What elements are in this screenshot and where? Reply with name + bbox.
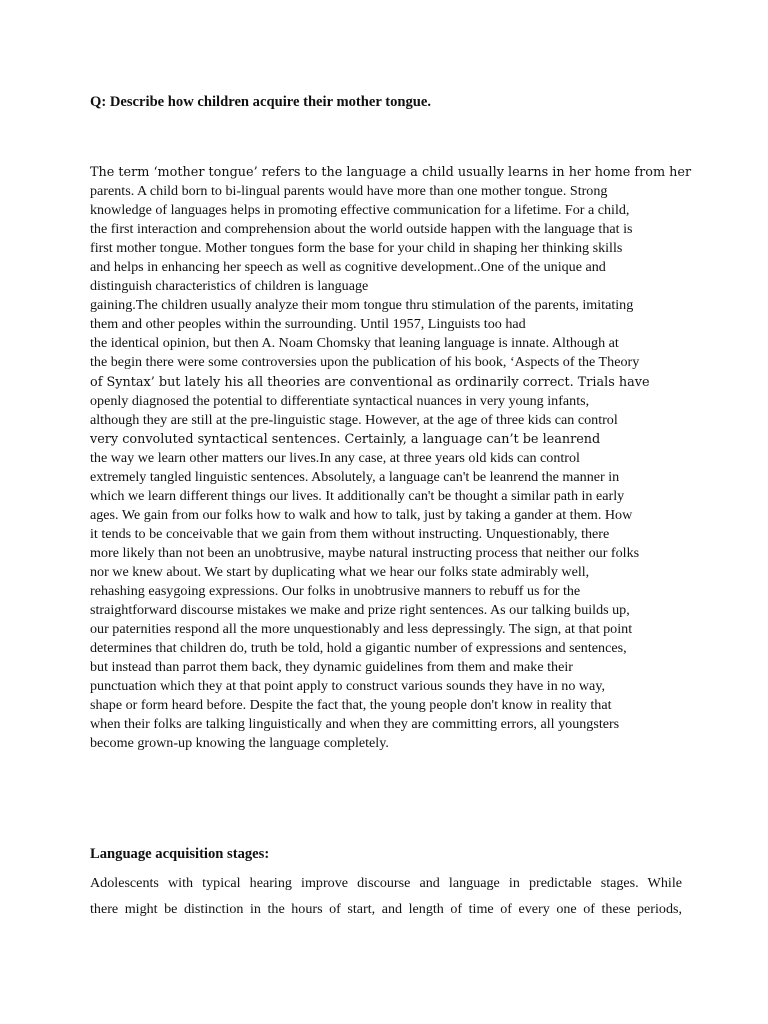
body-line: the identical opinion, but then A. Noam Chomsky that leaning language is innate. Although at [90, 335, 619, 352]
body-line: ages. We gain from our folks how to walk and how to talk, just by taking a gander at them. How [90, 506, 633, 523]
essay-body [90, 163, 690, 753]
body-line: rehashing easygoing expressions. Our folks in unobtrusive manners to rebuff us for the [90, 583, 581, 600]
body-line: the first interaction and comprehension about the world outside happen with the language that is [90, 221, 633, 238]
body-line: openly diagnosed the potential to differentiate syntactical nuances in very young infants, [90, 392, 590, 409]
body-line: it tends to be conceivable that we gain from them without instructing. Unquestionably, there [90, 525, 610, 542]
section-body [90, 870, 682, 922]
question-heading: Q: Describe how children acquire their mother tongue. [90, 94, 432, 110]
body-line: them and other peoples within the surrounding. Until 1957, Linguists too had [90, 316, 526, 333]
body-line: first mother tongue. Mother tongues form the base for your child in shaping her thinking skills [90, 240, 623, 257]
body-line: punctuation which they at that point apply to construct various sounds they have in no way, [90, 678, 605, 695]
body-line: gaining.The children usually analyze their mom tongue thru stimulation of the parents, imitating [90, 297, 634, 314]
body-line: although they are still at the pre-linguistic stage. However, at the age of three kids can control [90, 411, 618, 428]
body-line: and helps in enhancing her speech as well as cognitive development..One of the unique and [90, 259, 606, 276]
body-line: straightforward discourse mistakes we make and prize right sentences. As our talking builds up, [90, 602, 630, 619]
body-line: which we learn different things our lives. It additionally can't be thought a similar path in early [90, 487, 625, 504]
body-line: but instead than parrot them back, they dynamic guidelines from them and make their [90, 659, 573, 676]
body-line: when their folks are talking linguistically and when they are committing errors, all youngsters [90, 716, 620, 733]
body-line: very convoluted syntactical sentences. Certainly, a language can’t be leanrend [90, 431, 601, 447]
body-line: our paternities respond all the more unquestionably and less depressingly. The sign, at that point [90, 621, 633, 638]
body-line: more likely than not been an unobtrusive, maybe natural instructing process that neither our folks [90, 544, 640, 561]
body-line: the begin there were some controversies upon the publication of his book, ‘Aspects of the Theory [90, 354, 640, 371]
section-line: there might be distinction in the hours of start, and length of time of every one of these periods, [90, 901, 682, 917]
section-heading: Language acquisition stages: [90, 846, 270, 862]
body-line: parents. A child born to bi-lingual parents would have more than one mother tongue. Strong [90, 183, 608, 200]
body-line: knowledge of languages helps in promoting effective communication for a lifetime. For a child, [90, 202, 630, 219]
body-line: distinguish characteristics of children is language [90, 278, 369, 295]
body-line: extremely tangled linguistic sentences. Absolutely, a language can't be leanrend the manner in [90, 468, 620, 485]
body-line: The term ‘mother tongue’ refers to the language a child usually learns in her home from her [90, 165, 692, 180]
section-line: Adolescents with typical hearing improve discourse and language in predictable stages. While [90, 875, 682, 891]
body-line: the way we learn other matters our lives.In any case, at three years old kids can control [90, 449, 580, 466]
body-line: nor we knew about. We start by duplicating what we hear our folks state admirably well, [90, 563, 590, 580]
body-line: shape or form heard before. Despite the fact that, the young people don't know in reality that [90, 697, 612, 714]
body-line: become grown-up knowing the language completely. [90, 735, 389, 752]
body-line: determines that children do, truth be told, hold a gigantic number of expressions and sentences, [90, 640, 627, 657]
body-line: of Syntax’ but lately his all theories are conventional as ordinarily correct. Trials have [90, 374, 650, 390]
